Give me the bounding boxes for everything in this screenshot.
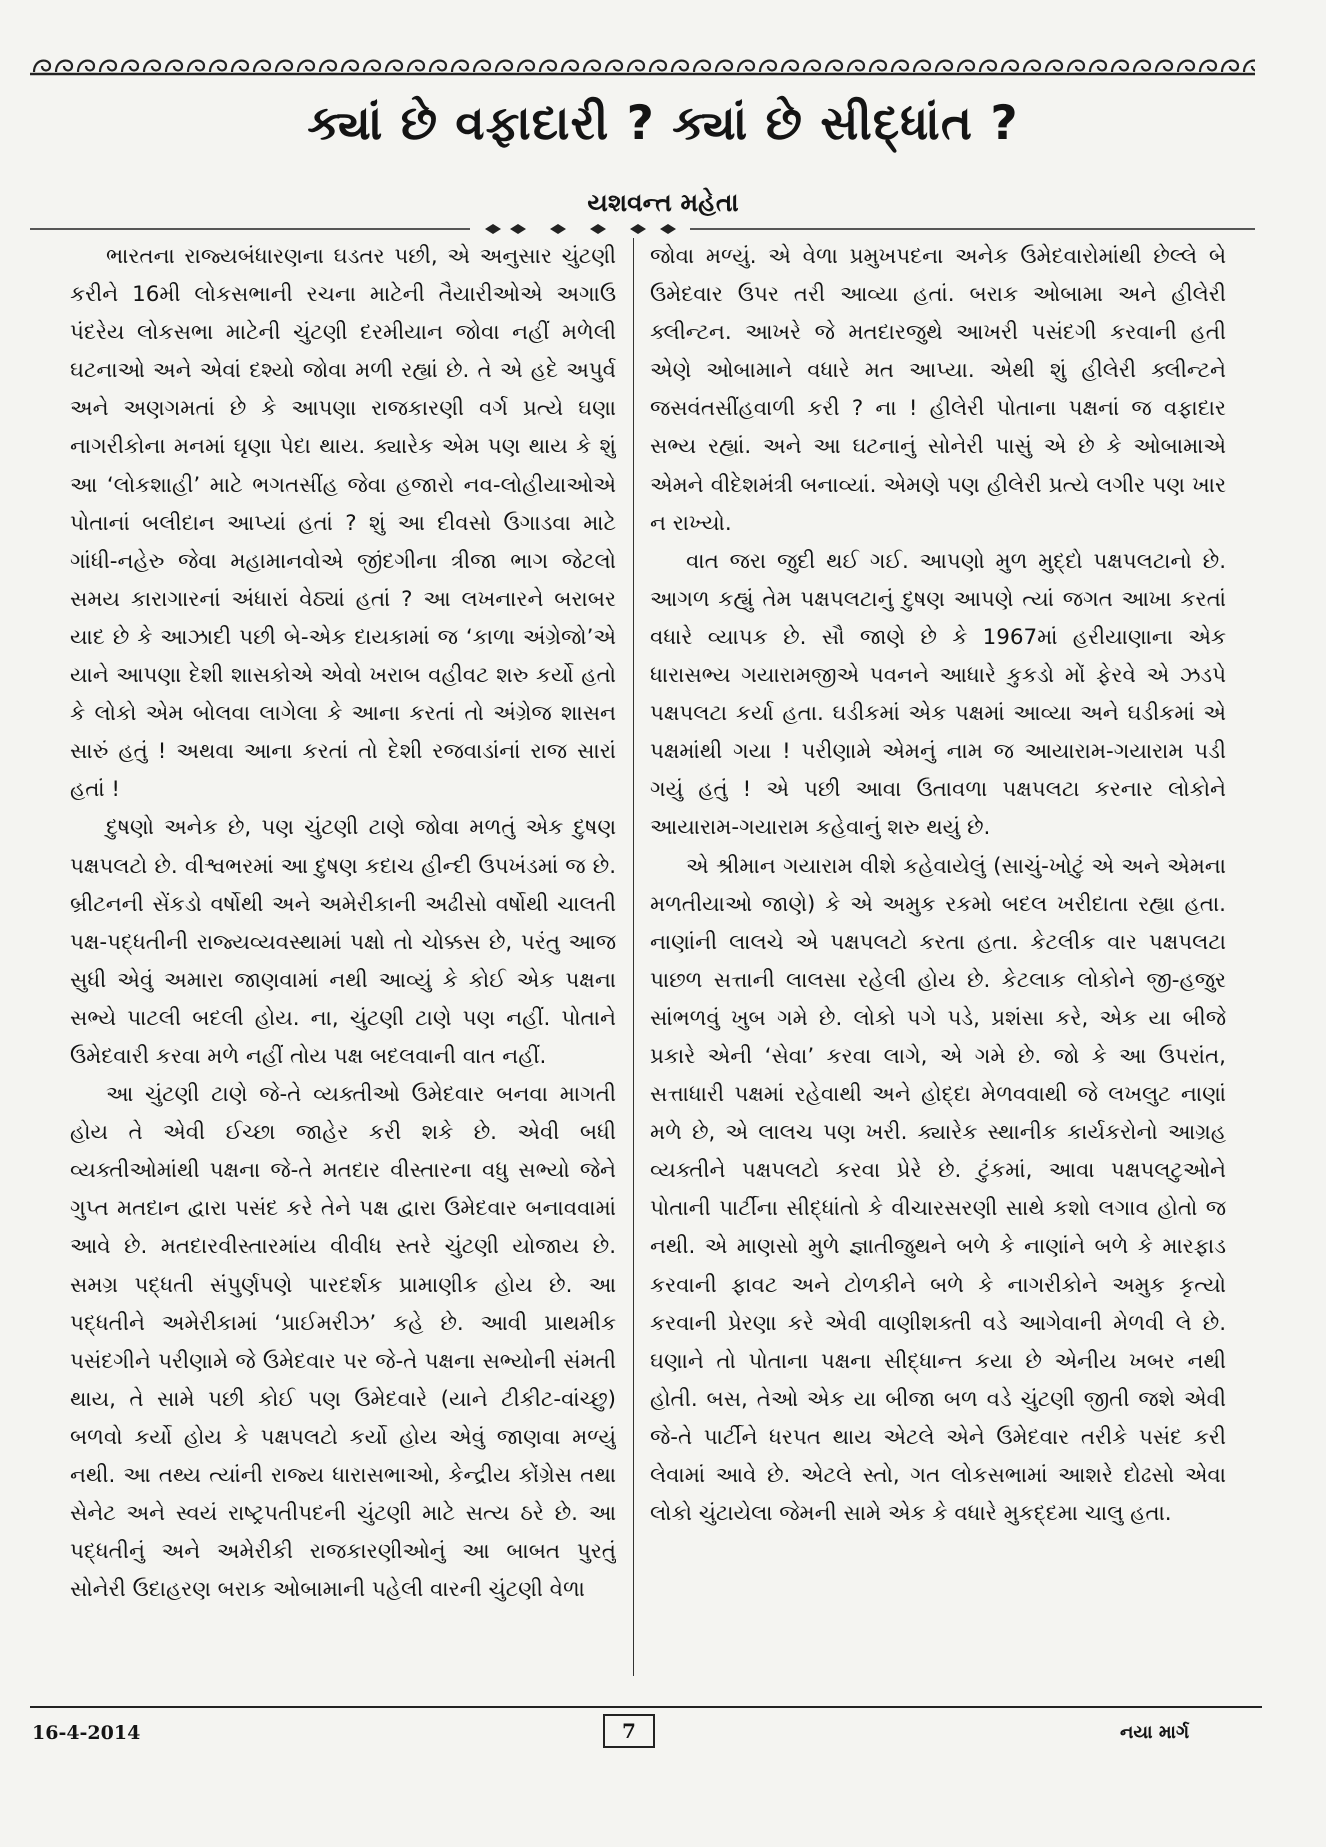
border-scroll — [408, 61, 424, 72]
border-scroll — [826, 61, 842, 72]
border-scroll — [452, 61, 468, 72]
border-scroll — [914, 61, 930, 72]
border-scroll — [1156, 61, 1172, 72]
border-scroll — [958, 61, 974, 72]
border-scroll — [518, 61, 534, 72]
right-paragraph-1: જોવા મળ્યું. એ વેળા પ્રમુખપદના અનેક ઉમેદવારોમાંથી છેલ્લે બે ઉમેદવાર ઉપર તરી આવ્યા હતાં. બરાક ઓબામા અને હીલેરી ક્લીન્ટન. આખરે જે મતદારજુથે આખરી પસંદગી કરવાની હતી એણે ઓબામાને વધારે મત આપ્યા. એથી શું હીલેરી ક્લીન્ટને જસવંતસીંહવાળી કરી ? ના ! હીલેરી પોતાના પક્ષનાં જ વફાદાર સભ્ય રહ્યાં. અને આ ઘટનાનું સોનેરી પાસું એ છે કે ઓબામાએ એમને વીદેશમંત્રી બનાવ્યાં. એમણે પણ હીલેરી પ્રત્યે લગીર પણ ખાર ન રાખ્યો. — [650, 244, 1226, 536]
border-scroll — [298, 61, 314, 72]
footer-rule — [30, 1706, 1262, 1708]
border-scroll — [716, 61, 732, 72]
border-scroll — [936, 61, 952, 72]
border-scroll — [848, 61, 864, 72]
border-scroll — [232, 61, 248, 72]
border-scroll — [540, 61, 556, 72]
article-title: ક્યાં છે વફાદારી ? ક્યાં છે સીદ્ધાંત ? — [307, 96, 1019, 151]
border-scroll — [1046, 61, 1062, 72]
border-scroll — [694, 61, 710, 72]
border-scroll — [1024, 61, 1040, 72]
border-scroll — [738, 61, 754, 72]
right-paragraph-2: વાત જરા જુદી થઈ ગઈ. આપણો મુળ મુદ્દો પક્ષપલટાનો છે. આગળ કહ્યું તેમ પક્ષપલટાનું દુષણ આપણે ત્યાં જગત આખા કરતાં વધારે વ્યાપક છે. સૌ જાણે છે કે 1967માં હરીયાણાના એક ધારાસભ્ય ગયારામજીએ પવનને આધારે કુકડો મોં ફેરવે એ ઝડપે પક્ષપલટા કર્યા હતા. ઘડીકમાં એક પક્ષમાં આવ્યા અને ઘડીકમાં એ પક્ષમાંથી ગયા ! પરીણામે એમનું નામ જ આયારામ-ગયારામ પડી ગયું હતું ! એ પછી આવા ઉતાવળા પક્ષપલટા કરનાર લોકોને આયારામ-ગયારામ કહેવાનું શરુ થયું છે. — [650, 548, 1226, 841]
border-scroll — [386, 61, 402, 72]
magazine-name: નયા માર્ગ — [1120, 1722, 1190, 1743]
left-column — [70, 238, 616, 1688]
border-scroll — [78, 61, 94, 72]
border-scroll — [804, 61, 820, 72]
border-scroll — [782, 61, 798, 72]
border-scroll — [1112, 61, 1128, 72]
border-scroll — [144, 61, 160, 72]
right-paragraph-3: એ શ્રીમાન ગયારામ વીશે કહેવાયેલું (સાચું-ખોટું એ અને એમના મળતીયાઓ જાણે) કે એ અમુક રકમો બદલ ખરીદાતા રહ્યા હતા. નાણાંની લાલચે એ પક્ષપલટો કરતા હતા. કેટલીક વાર પક્ષપલટા પાછળ સત્તાની લાલસા રહેલી હોય છે. કેટલાક લોકોને જી-હજુર સાંભળવું ખુબ ગમે છે. લોકો પગે પડે, પ્રશંસા કરે, એક યા બીજે પ્રકારે એની ‘સેવા’ કરવા લાગે, એ ગમે છે. જો કે આ ઉપરાંત, સત્તાધારી પક્ષમાં રહેવાથી અને હોદ્દા મેળવવાથી જે લખલુટ નાણાં મળે છે, એ લાલચ પણ ખરી. ક્યારેક સ્થાનીક કાર્યકરોનો આગ્રહ વ્યક્તીને પક્ષપલટો કરવા પ્રેરે છે. ટુંકમાં, આવા પક્ષપલટુઓને પોતાની પાર્ટીના સીદ્ધાંતો કે વીચારસરણી સાથે કશો લગાવ હોતો જ નથી. એ માણસો મુળે જ્ઞાતીજુથને બળે કે નાણાંને બળે કે મારફાડ કરવાની ફાવટ અને ટોળકીને બળે કે નાગરીકોને અમુક કૃત્યો કરવાની પ્રેરણા કરે એવી વાણીશક્તી વડે આગેવાની મેળવી લે છે. ઘણાને તો પોતાના પક્ષના સીદ્ધાન્ત કયા છે એનીય ખબર નથી હોતી. બસ, તેઓ એક યા બીજા બળ વડે ચુંટણી જીતી જશે એવી જે-તે પાર્ટીને ધરપત થાય એટલે એને ઉમેદવાર તરીકે પસંદ કરી લેવામાં આવે છે. એટલે સ્તો, ગત લોકસભામાં આશરે દોઢસો એવા લોકો ચુંટાયેલા જેમની સામે એક કે વધારે મુકદ્દમા ચાલુ હતા. — [650, 853, 1226, 1527]
column-divider — [633, 238, 634, 1676]
border-scroll — [56, 61, 72, 72]
border-scroll — [430, 61, 446, 72]
border-scroll — [760, 61, 776, 72]
border-scroll — [870, 61, 886, 72]
border-scroll — [980, 61, 996, 72]
border-scroll — [1200, 61, 1216, 72]
border-scroll — [628, 61, 644, 72]
border-scroll — [496, 61, 512, 72]
top-ornament-border — [30, 50, 1255, 80]
border-scroll — [584, 61, 600, 72]
border-scroll — [320, 61, 336, 72]
border-scroll — [342, 61, 358, 72]
border-scroll — [276, 61, 292, 72]
border-scroll — [606, 61, 622, 72]
border-scroll — [562, 61, 578, 72]
left-paragraph-1: ભારતના રાજ્યબંધારણના ઘડતર પછી, એ અનુસાર ચુંટણી કરીને 16મી લોકસભાની રચના માટેની તૈયારીઓએ અગાઉ પંદરેય લોકસભા માટેની ચુંટણી દરમીયાન જોવા નહીં મળેલી ઘટનાઓ અને એવાં દશ્યો જોવા મળી રહ્યાં છે. તે એ હદે અપુર્વ અને અણગમતાં છે કે આપણા રાજકારણી વર્ગ પ્રત્યે ઘણા નાગરીકોના મનમાં ઘૃણા પેદા થાય. ક્યારેક એમ પણ થાય કે શું આ ‘લોકશાહી’ માટે ભગતસીંહ જેવા હજારો નવ-લોહીયાઓએ પોતાનાં બલીદાન આપ્યાં હતાં ? શું આ દીવસો ઉગાડવા માટે ગાંધી-નહેરુ જેવા મહામાનવોએ જીંદગીના ત્રીજા ભાગ જેટલો સમય કારાગારનાં અંધારાં વેઠ્યાં હતાં ? આ લખનારને બરાબર યાદ છે કે આઝાદી પછી બે-એક દાયકામાં જ ‘કાળા અંગ્રેજો’એ યાને આપણા દેશી શાસકોએ એવો ખરાબ વહીવટ શરુ કર્યો હતો કે લોકો એમ બોલવા લાગેલા કે આના કરતાં તો અંગ્રેજ શાસન સારું હતું ! અથવા આના કરતાં તો દેશી રજવાડાંનાં રાજ સારાં હતાં ! — [70, 244, 616, 803]
border-scroll — [892, 61, 908, 72]
border-scroll — [474, 61, 490, 72]
border-scroll — [1068, 61, 1084, 72]
border-scroll — [1002, 61, 1018, 72]
border-scroll — [1244, 61, 1255, 72]
border-scroll — [34, 61, 50, 72]
author-divider-ornament — [30, 222, 1255, 236]
issue-date: 16-4-2014 — [32, 1722, 141, 1744]
page-number: 7 — [603, 1714, 655, 1748]
border-scroll — [1222, 61, 1238, 72]
border-scroll — [100, 61, 116, 72]
border-scroll — [1090, 61, 1106, 72]
border-scroll — [122, 61, 138, 72]
border-scroll — [210, 61, 226, 72]
border-scroll — [1178, 61, 1194, 72]
border-scroll — [672, 61, 688, 72]
border-scroll — [364, 61, 380, 72]
border-scroll — [650, 61, 666, 72]
author-name: યશવન્ત મહેતા — [587, 188, 739, 217]
border-scroll — [1134, 61, 1150, 72]
border-scroll — [166, 61, 182, 72]
left-paragraph-2: દુષણો અનેક છે, પણ ચુંટણી ટાણે જોવા મળતું એક દુષણ પક્ષપલટો છે. વીશ્વભરમાં આ દુષણ કદાચ હીન્દી ઉપખંડમાં જ છે. બ્રીટનની સેંકડો વર્ષોથી અને અમેરીકાની અઢીસો વર્ષોથી ચાલતી પક્ષ-પદ્ધતીની રાજ્યવ્યવસ્થામાં પક્ષો તો ચોક્કસ છે, પરંતુ આજ સુધી એવું અમારા જાણવામાં નથી આવ્યું કે કોઈ એક પક્ષના સભ્યે પાટલી બદલી હોય. ના, ચુંટણી ટાણે પણ નહીં. પોતાને ઉમેદવારી કરવા મળે નહીં તોય પક્ષ બદલવાની વાત નહીં. — [70, 815, 616, 1069]
border-scroll — [188, 61, 204, 72]
border-scroll — [254, 61, 270, 72]
right-column — [650, 238, 1226, 1688]
left-paragraph-3: આ ચુંટણી ટાણે જે-તે વ્યક્તીઓ ઉમેદવાર બનવા માગતી હોય તે એવી ઈચ્છા જાહેર કરી શકે છે. એવી બધી વ્યક્તીઓમાંથી પક્ષના જે-તે મતદાર વીસ્તારના વધુ સભ્યો જેને ગુપ્ત મતદાન દ્વારા પસંદ કરે તેને પક્ષ દ્વારા ઉમેદવાર બનાવવામાં આવે છે. મતદારવીસ્તારમાંય વીવીધ સ્તરે ચુંટણી યોજાય છે. સમગ્ર પદ્ધતી સંપુર્ણપણે પારદર્શક પ્રામાણીક હોય છે. આ પદ્ધતીને અમેરીકામાં ‘પ્રાઈમરીઝ’ કહે છે. આવી પ્રાથમીક પસંદગીને પરીણામે જે ઉમેદવાર પર જે-તે પક્ષના સભ્યોની સંમતી થાય, તે સામે પછી કોઈ પણ ઉમેદવારે (યાને ટીકીટ-વાંચ્છુ) બળવો કર્યો હોય કે પક્ષપલટો કર્યો હોય એવું જાણવા મળ્યું નથી. આ તથ્ય ત્યાંની રાજ્ય ધારાસભાઓ, કેન્દ્રીય કોંગ્રેસ તથા સેનેટ અને સ્વયં રાષ્ટ્રપતીપદની ચુંટણી માટે સત્ય ઠરે છે. આ પદ્ધતીનું અને અમેરીકી રાજકારણીઓનું આ બાબત પુરતું સોનેરી ઉદાહરણ બરાક ઓબામાની પહેલી વારની ચુંટણી વેળા — [70, 1082, 616, 1603]
